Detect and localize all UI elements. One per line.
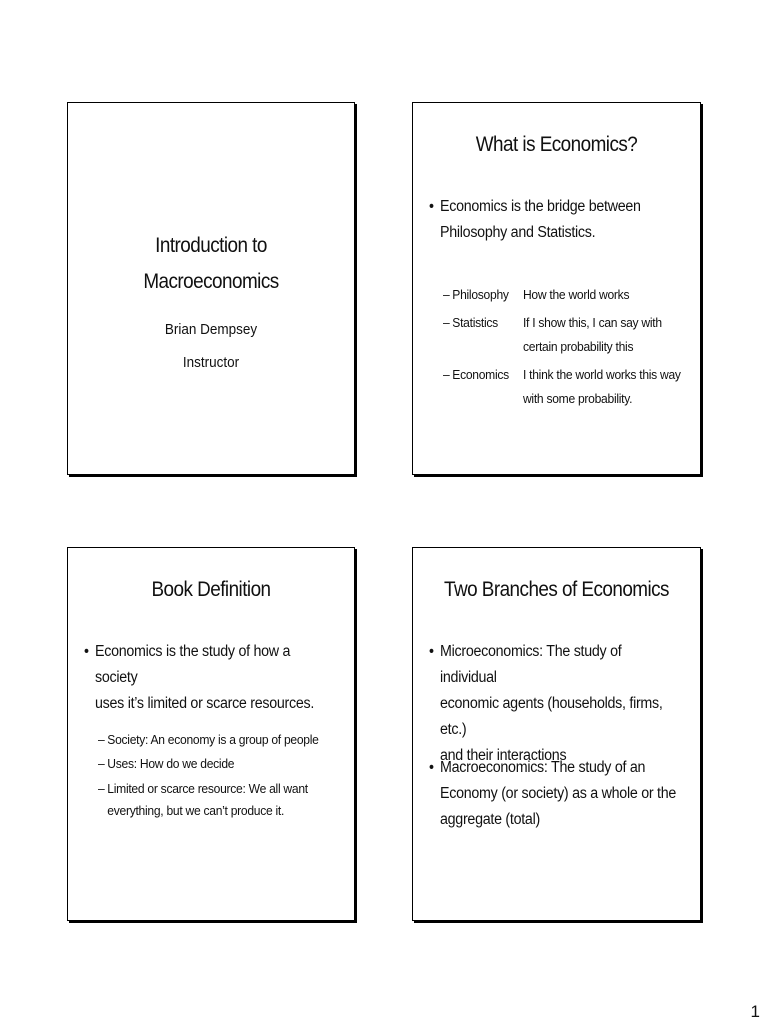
slide-title: Introduction to Macroeconomics: [143, 234, 279, 293]
dash-icon: –: [98, 756, 105, 771]
definition-row: – Statistics If I show this, I can say with certain probability this: [443, 311, 700, 359]
author-name: Brian Dempsey: [164, 321, 258, 338]
bullet-item: • Microeconomics: The study of individual economic agents (households, firms, etc.) and their interactions: [440, 639, 679, 769]
sub-list: [98, 728, 319, 822]
bullet-icon: •: [428, 198, 434, 215]
definition-row: – Economics I think the world works this way with some probability.: [443, 363, 700, 411]
slide-title: Book Definition: [151, 578, 271, 601]
list-item: – Uses: How do we decide: [98, 752, 319, 776]
dash-icon: –: [443, 287, 450, 302]
bullet-item: • Macroeconomics: The study of an Economy (or society) as a whole or the aggregate (total): [440, 755, 676, 833]
slide-intro: [67, 102, 355, 475]
bullet-icon: •: [428, 643, 434, 660]
bullet-icon: •: [428, 759, 434, 776]
slide-two-branches: [412, 547, 701, 921]
definition-table: [443, 283, 700, 411]
dash-icon: –: [98, 732, 105, 747]
list-item: – Limited or scarce resource: We all want everything, but we can’t produce it.: [98, 778, 319, 822]
bullet-item: • Economics is the bridge between Philosophy and Statistics.: [440, 194, 641, 246]
dash-icon: –: [443, 367, 450, 382]
slide-title: Two Branches of Economics: [444, 578, 669, 601]
bullet-icon: •: [83, 643, 89, 660]
dash-icon: –: [443, 315, 450, 330]
definition-row: – Philosophy How the world works: [443, 283, 700, 307]
slide-title: What is Economics?: [475, 133, 638, 156]
dash-icon: –: [98, 781, 105, 796]
slide-book-definition: [67, 547, 355, 921]
list-item: – Society: An economy is a group of people: [98, 728, 319, 752]
page-number: 1: [750, 1002, 760, 1021]
author-role: Instructor: [182, 354, 240, 371]
slide-what-is-economics: [412, 102, 701, 475]
bullet-item: • Economics is the study of how a society uses it’s limited or scarce resources.: [95, 639, 333, 717]
